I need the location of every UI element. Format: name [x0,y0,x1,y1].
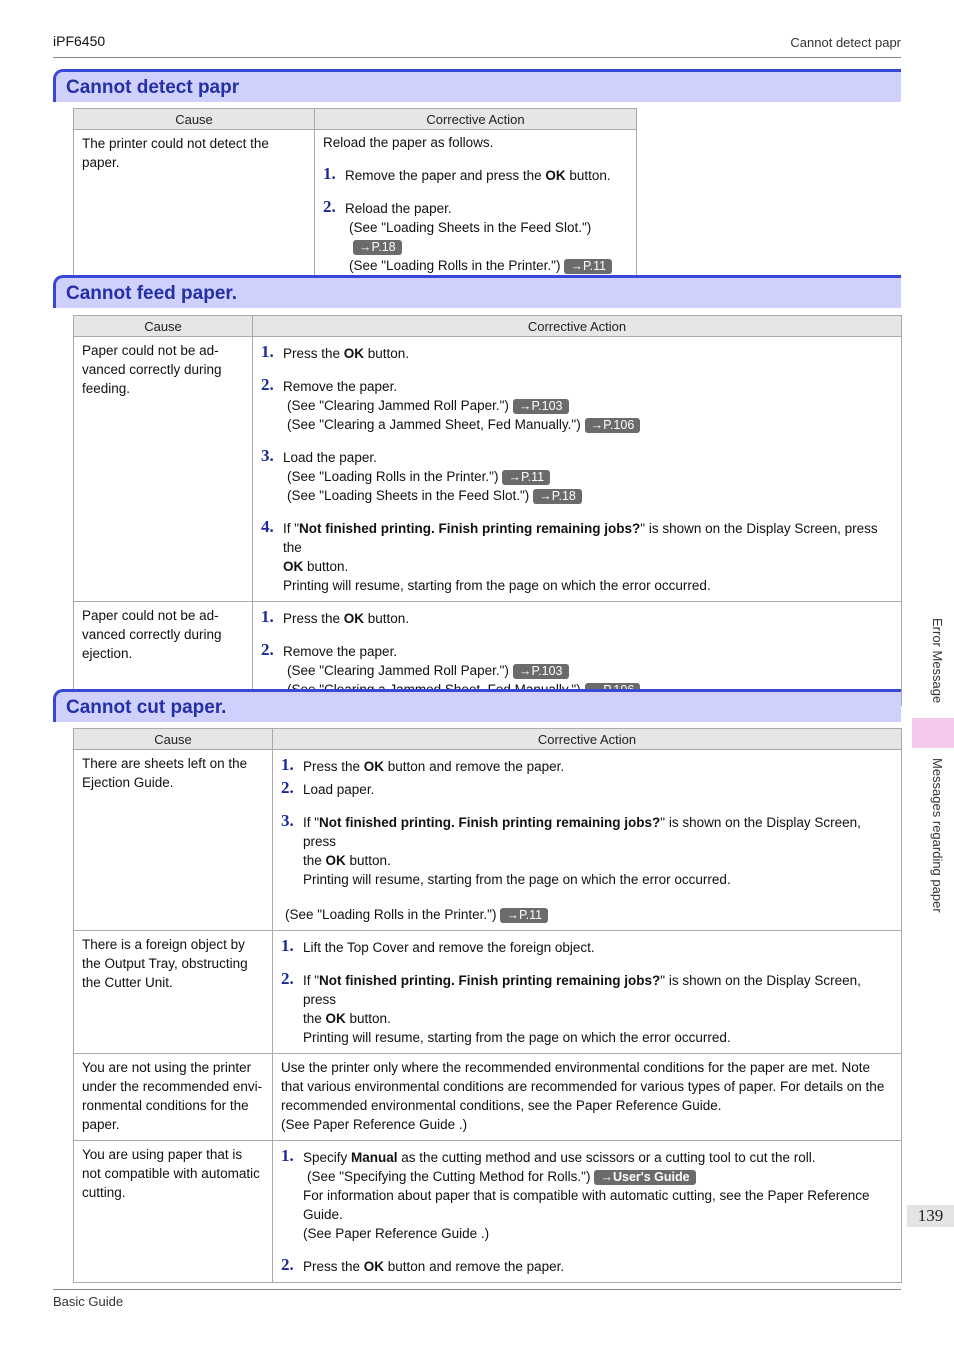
cause-cell: There are sheets left on the Ejection Guide. [74,750,273,931]
model-name: iPF6450 [53,33,106,49]
table-cannot-feed [73,315,902,706]
cause-cell: There is a foreign object by the Output Tray, obstructing the Cutter Unit. [74,931,273,1054]
cause-cell: You are using paper that is not compatible with automatic cutting. [74,1141,273,1283]
table-row [74,931,902,1054]
users-guide-link[interactable]: →User's Guide [594,1170,695,1185]
col-cause: Cause [74,109,315,130]
table-row [74,750,902,931]
page-link[interactable]: →P.103 [513,664,569,679]
cause-cell: Paper could not be advanced correctly during feeding. [74,337,253,602]
cause-cell: The printer could not detect the paper. [74,130,315,282]
cause-cell: Paper could not be advanced correctly during ejection. [74,602,253,706]
page-link[interactable]: →P.11 [564,259,612,274]
table-row [74,130,637,282]
col-action: Corrective Action [253,316,902,337]
table-row [74,337,902,602]
col-action: Corrective Action [315,109,637,130]
section-title-cannot-feed: Cannot feed paper. [53,275,901,308]
action-cell: 1. Press the OK button and remove the paper. 2. Load paper. 3. If "Not finished printing. Finish printing remaining jobs?" is shown on the Display Screen, press the OK button. Printing will resume, starting from the page on which the error occurred. (See "Loading Rolls in the Printer.") →P.11 [273,750,902,931]
page-number: 139 [907,1205,954,1227]
action-cell: 1. Lift the Top Cover and remove the foreign object. 2. If "Not finished printing. Finish printing remaining jobs?" is shown on the Display Screen, press the OK button. Printing will resume, starting from the page on which the error occurred. [273,931,902,1054]
col-cause: Cause [74,729,273,750]
action-cell: Use the printer only where the recommended environmental conditions for the paper are met. Note that various environmental conditions are recommended for various types of paper. For details on the recommended environmental conditions, see the Paper Reference Guide. (See Paper Reference Guide .) [273,1054,902,1141]
cause-cell: You are not using the printer under the recommended environmental conditions for the paper. [74,1054,273,1141]
section-title-cannot-detect: Cannot detect papr [53,69,901,102]
footer-rule [53,1289,901,1290]
table-cannot-cut [73,728,902,1283]
action-cell: Reload the paper as follows. 1. Remove the paper and press the OK button. 2. Reload the paper. (See "Loading Sheets in the Feed Slot.")→P.18 (See "Loading Rolls in the Printer.") →P.11 [315,130,637,282]
step: 1. Remove the paper and press the OK button. [323,164,611,183]
col-action: Corrective Action [273,729,902,750]
page-link[interactable]: →P.11 [502,470,550,485]
col-cause: Cause [74,316,253,337]
table-cannot-detect [73,108,637,282]
side-category-label[interactable]: Error Message [930,618,945,704]
page-link[interactable]: →P.18 [353,240,402,255]
action-cell: 1. Press the OK button. 2. Remove the paper. (See "Clearing Jammed Roll Paper.") →P.103 [253,602,902,706]
table-row [74,1141,902,1283]
action-cell: 1. Specify Manual as the cutting method and use scissors or a cutting tool to cut the roll. (See "Specifying the Cutting Method for Rolls.") →User's Guide For information about paper that is compatible with automatic cutting, see the Paper Reference Guide. (See Paper Reference Guide .) 2. Press the OK button and remove the paper. [273,1141,902,1283]
side-tab-marker [912,718,954,748]
page-link[interactable]: →P.11 [500,908,548,923]
side-subcategory-label[interactable]: Messages regarding paper [930,758,945,913]
page-link[interactable]: →P.106 [585,418,641,433]
page-link[interactable]: →P.103 [513,399,569,414]
section-title-cannot-cut: Cannot cut paper. [53,689,901,722]
step: 2. Reload the paper. [323,197,452,216]
footer-guide-name: Basic Guide [53,1294,124,1309]
running-header: Cannot detect papr [790,35,901,50]
action-cell: 1. Press the OK button. 2. Remove the paper. (See "Clearing Jammed Roll Paper.") →P.103 (See "Clearing a Jammed Sheet, Fed Manually.") →P.106 3. Load the paper. (See "Loading Rolls in the Printer.") →P.11 (See "Loading Sheets in the Feed Slot.") →P.18 4. If "Not finished printing. Finish printing remaining jobs?" is shown on the Display Screen, press the OK button. Printing will resume, starting from the page on which the error occurred. [253,337,902,602]
table-row [74,1054,902,1141]
page-link[interactable]: →P.18 [533,489,582,504]
header-rule [53,57,901,58]
